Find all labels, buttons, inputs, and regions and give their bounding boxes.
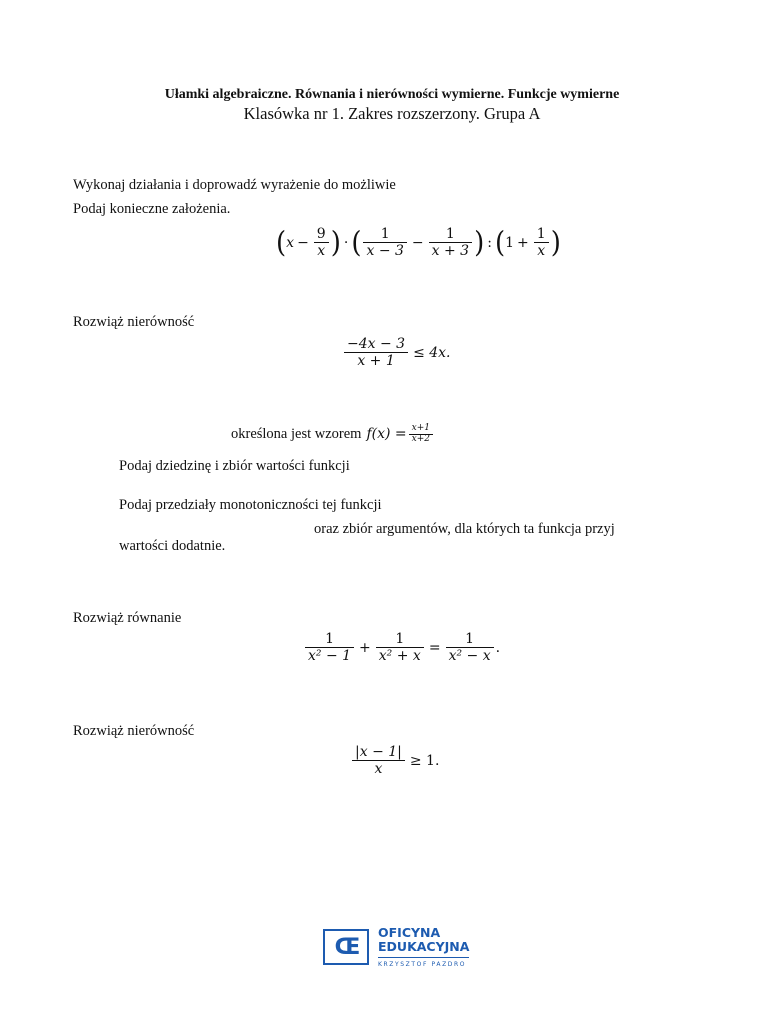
task4-equation (303, 631, 500, 664)
math-op: − (411, 234, 424, 251)
task3-question-domain: Podaj dziedzinę i zbiór wartości funkcji (119, 458, 350, 474)
paren-close: ) (330, 226, 341, 260)
fraction-denominator: x+2 (411, 433, 430, 444)
fraction (446, 631, 494, 664)
fraction-numerator: |x − 1| (355, 744, 402, 760)
math-op: + (517, 234, 529, 251)
math-op: · (343, 234, 349, 251)
math-op: = (428, 639, 441, 656)
fraction-denominator: x − 3 (366, 243, 404, 260)
fraction-denominator: x² + x (378, 648, 421, 665)
fraction (409, 424, 433, 445)
task5-instruction: Rozwiąż nierówność (73, 723, 195, 739)
fraction-numerator: 1 (325, 631, 334, 647)
math-op: + (359, 639, 371, 656)
task1-assumptions: Podaj konieczne założenia. (73, 201, 231, 217)
math-period: . (495, 639, 501, 656)
task2-inequality (342, 336, 454, 369)
math-op: − (297, 234, 309, 251)
fraction-numerator: 1 (445, 226, 455, 242)
paren-open: ( (276, 226, 287, 260)
oe-logo-icon: Œ (334, 934, 358, 960)
fraction-denominator: x² − 1 (308, 648, 352, 665)
paren-open: ( (494, 226, 506, 260)
logo-line-1: OFICYNA (378, 925, 441, 940)
fraction (363, 226, 406, 259)
task4-instruction: Rozwiąż równanie (73, 610, 182, 626)
task5-inequality (350, 744, 442, 777)
inequality-rhs: ≥ 1. (409, 752, 440, 769)
fraction (344, 336, 408, 369)
fraction-numerator: 1 (380, 226, 390, 242)
fraction (314, 226, 329, 259)
document-title: Ułamki algebraiczne. Równania i nierówności wymierne. Funkcje wymierne (164, 87, 620, 102)
function-fraction-wrap (407, 424, 435, 445)
fraction-denominator: x + 3 (431, 243, 470, 260)
fraction-numerator: 1 (465, 631, 475, 647)
document-subtitle: Klasówka nr 1. Zakres rozszerzony. Grupa A (243, 104, 541, 123)
fraction-denominator: x (537, 243, 546, 260)
fraction-numerator: 1 (536, 226, 546, 242)
paren-close: ) (550, 226, 561, 260)
fraction-denominator: x (374, 761, 383, 778)
task3-question-monotonicity: Podaj przedziały monotoniczności tej funkcji (119, 497, 382, 513)
logo-text (378, 926, 469, 968)
task3-intro: określona jest wzorem (231, 426, 362, 443)
fraction-numerator: −4x − 3 (347, 336, 406, 352)
logo-line-2: EDUKACYJNA (378, 939, 470, 954)
inequality-rhs: ≤ 4x. (413, 344, 451, 361)
math-op: : (487, 234, 492, 251)
fraction (305, 631, 354, 664)
publisher-logo (323, 926, 469, 968)
paren-open: ( (351, 226, 362, 260)
fraction-denominator: x² − x (448, 648, 491, 665)
math-number: 1 (505, 234, 515, 251)
task2-instruction: Rozwiąż nierówność (73, 314, 195, 330)
task3-question-positive-cont: wartości dodatnie. (119, 538, 226, 554)
fraction (376, 631, 424, 664)
fraction-denominator: x (317, 243, 326, 260)
task3-question-positive: oraz zbiór argumentów, dla których ta funkcja przyj (314, 521, 615, 537)
function-lhs: f(x) = (366, 426, 407, 443)
fraction (534, 226, 549, 259)
fraction (429, 226, 472, 259)
task1-expression (276, 226, 561, 259)
logo-author: KRZYSZTOF PAZDRO (378, 957, 469, 968)
fraction-numerator: 1 (395, 631, 405, 647)
fraction (352, 744, 405, 777)
task3-function-definition (231, 424, 435, 445)
fraction-numerator: x+1 (411, 423, 430, 433)
math-var: x (286, 234, 295, 251)
fraction-denominator: x + 1 (357, 353, 395, 370)
paren-close: ) (474, 226, 485, 260)
logo-mark-box (323, 929, 369, 965)
fraction-numerator: 9 (316, 226, 326, 242)
task1-instruction: Wykonaj działania i doprowadź wyrażenie do możliwie (73, 177, 396, 193)
